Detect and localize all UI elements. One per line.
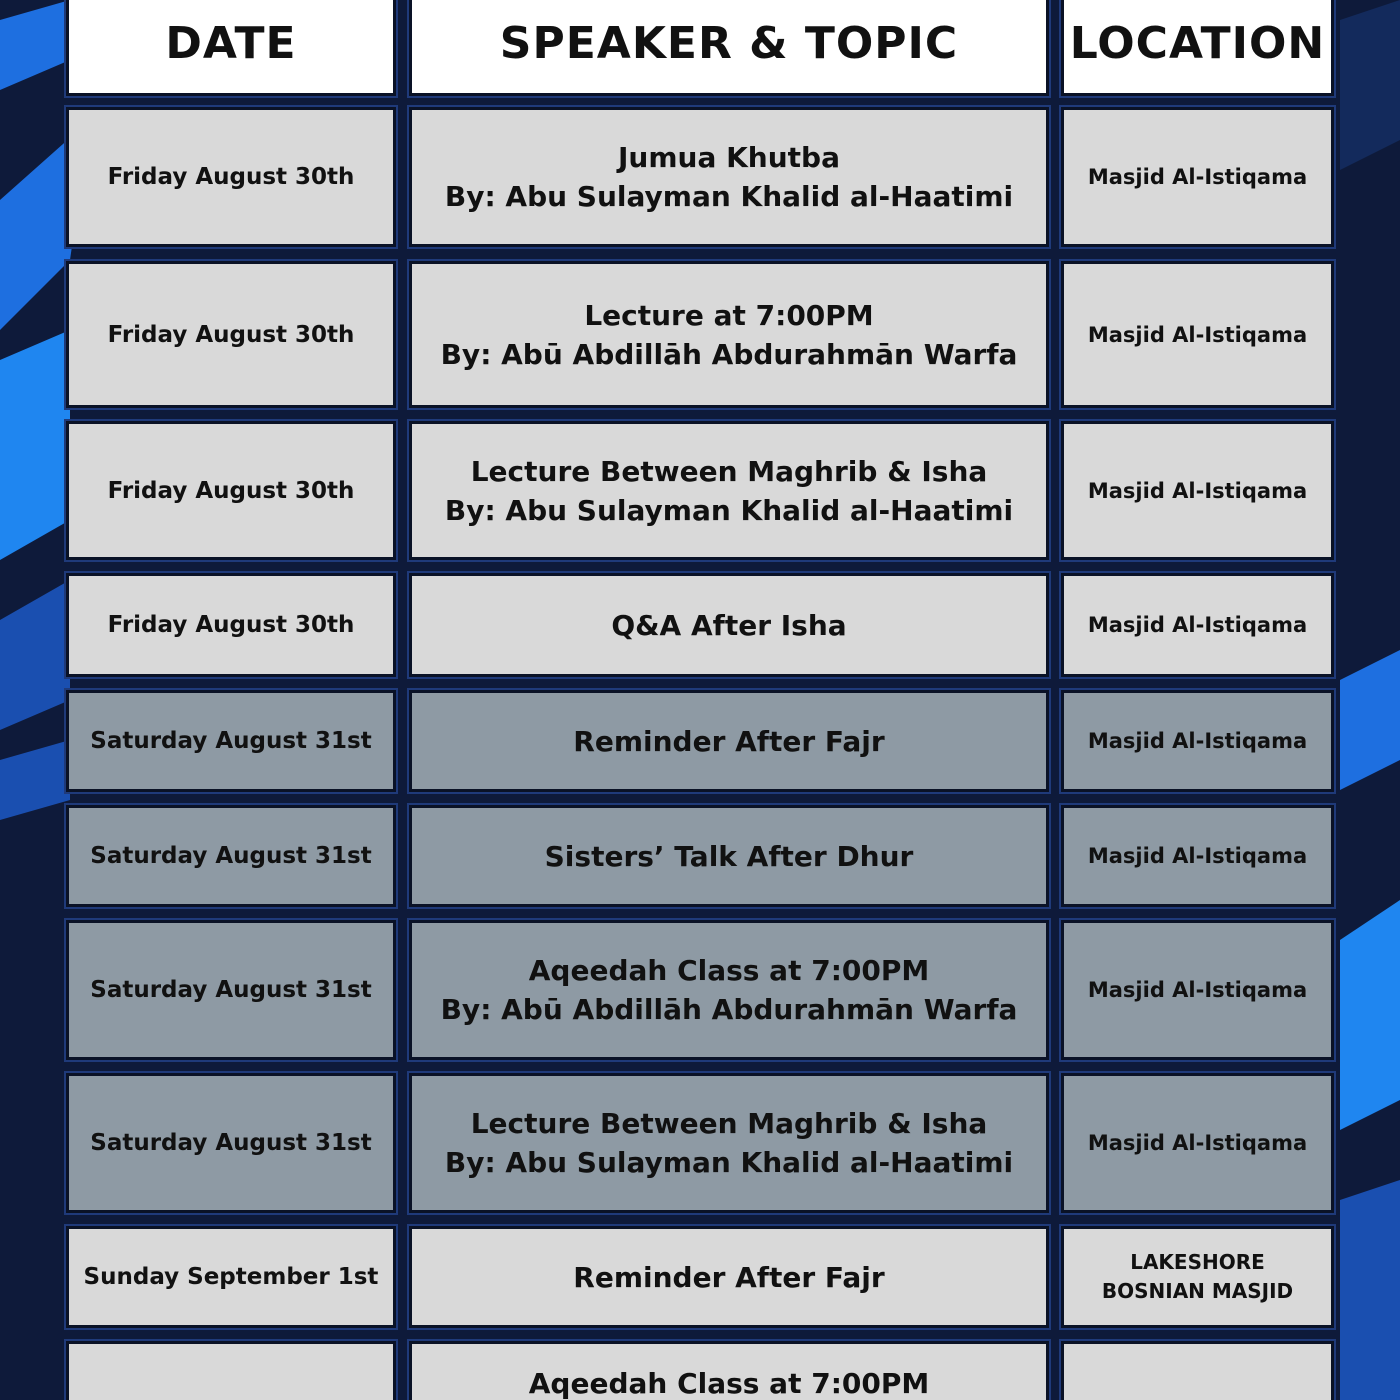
header-date: DATE	[66, 0, 396, 96]
row-speaker: By: Abu Sulayman Khalid al-Haatimi	[444, 1146, 1014, 1179]
row-speaker: By: Abū Abdillāh Abdurahmān Warfa	[440, 993, 1018, 1026]
row-location-cell	[1061, 573, 1334, 677]
row-location-cell	[1061, 690, 1334, 792]
row-topic: Reminder After Fajr	[573, 724, 885, 758]
row-date-cell	[66, 261, 396, 408]
row-date-cell	[66, 690, 396, 792]
header-speaker-topic: SPEAKER & TOPIC	[409, 0, 1049, 96]
row-location: Masjid Al-Istiqama	[1087, 613, 1308, 637]
row-speaker: By: Abu Sulayman Khalid al-Haatimi	[444, 493, 1014, 527]
row-topic-cell	[409, 1341, 1049, 1400]
row-topic-cell	[409, 920, 1049, 1060]
row-topic-cell	[409, 690, 1049, 792]
row-date: Saturday August 31st	[90, 728, 372, 754]
row-date-cell	[66, 920, 396, 1060]
row-location-cell	[1061, 261, 1334, 408]
row-topic: Aqeedah Class at 7:00PM	[528, 954, 930, 987]
row-date: Friday August 30th	[107, 477, 355, 504]
row-location-cell	[1061, 1226, 1334, 1328]
row-topic: Q&A After Isha	[611, 608, 847, 642]
row-location: Masjid Al-Istiqama	[1087, 1131, 1308, 1155]
header-location: LOCATION	[1061, 0, 1334, 96]
row-topic: Aqeedah Class at 7:00PM	[528, 1367, 930, 1400]
row-location-cell	[1061, 805, 1334, 907]
row-topic: Jumua Khutba	[618, 141, 840, 174]
row-topic-cell	[409, 573, 1049, 677]
row-speaker: By: Abū Abdillāh Abdurahmān Warfa	[440, 337, 1018, 371]
row-date: Saturday August 31st	[90, 843, 372, 869]
row-topic-cell	[409, 1226, 1049, 1328]
row-date: Saturday August 31st	[90, 1130, 372, 1156]
row-location-cell	[1061, 421, 1334, 560]
row-topic-cell	[409, 805, 1049, 907]
row-location-cell	[1061, 920, 1334, 1060]
row-date: Friday August 30th	[107, 612, 355, 638]
row-location: Masjid Al-Istiqama	[1087, 478, 1308, 503]
row-date-cell	[66, 421, 396, 560]
row-location-line1: LAKESHORE	[1130, 1250, 1265, 1274]
row-topic-cell	[409, 421, 1049, 560]
row-location-cell	[1061, 107, 1334, 247]
row-date: Saturday August 31st	[90, 977, 372, 1003]
row-topic: Lecture Between Maghrib & Isha	[470, 454, 988, 488]
row-location-cell	[1061, 1341, 1334, 1400]
row-date: Sunday September 1st	[83, 1264, 379, 1290]
row-location: Masjid Al-Istiqama	[1087, 978, 1308, 1002]
row-date: Friday August 30th	[107, 164, 355, 190]
row-topic-cell	[409, 261, 1049, 408]
row-date-cell	[66, 107, 396, 247]
row-location: Masjid Al-Istiqama	[1087, 844, 1308, 868]
row-date-cell	[66, 1341, 396, 1400]
row-date-cell	[66, 573, 396, 677]
row-topic: Reminder After Fajr	[573, 1260, 885, 1294]
row-date-cell	[66, 1226, 396, 1328]
row-location-cell	[1061, 1073, 1334, 1213]
row-location: Masjid Al-Istiqama	[1087, 729, 1308, 753]
row-speaker: By: Abu Sulayman Khalid al-Haatimi	[444, 180, 1014, 213]
row-date: Friday August 30th	[107, 321, 355, 348]
row-date-cell	[66, 1073, 396, 1213]
row-topic: Lecture at 7:00PM	[584, 298, 874, 332]
row-date-cell	[66, 805, 396, 907]
row-location: Masjid Al-Istiqama	[1087, 322, 1308, 347]
row-topic-cell	[409, 107, 1049, 247]
row-location: Masjid Al-Istiqama	[1087, 165, 1308, 189]
row-topic: Lecture Between Maghrib & Isha	[470, 1107, 988, 1140]
row-location-line2: BOSNIAN MASJID	[1101, 1279, 1294, 1303]
row-topic-cell	[409, 1073, 1049, 1213]
row-topic: Sisters’ Talk After Dhur	[544, 839, 914, 873]
